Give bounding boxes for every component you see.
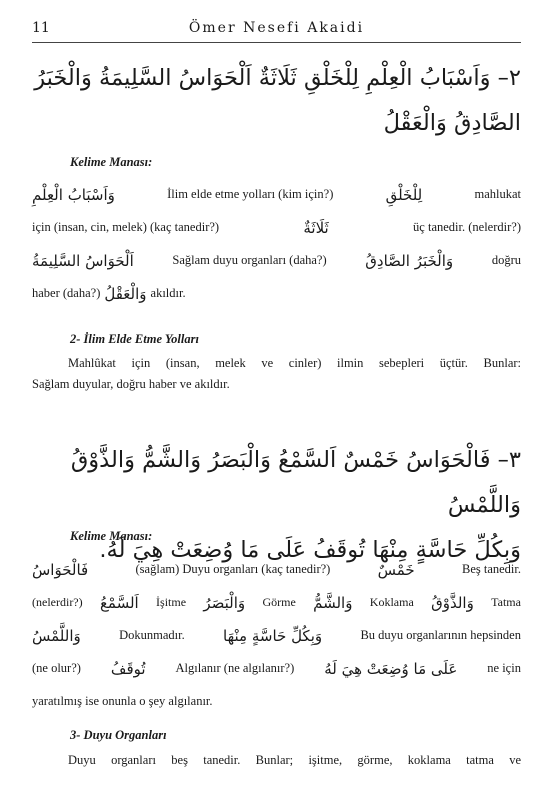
arabic-term: وَالشَّمُّ [313, 593, 353, 612]
verse-2-line-1: ٢– وَاَسْبَابُ الْعِلْمِ لِلْخَلْقِ ثَلَاثَةٌ اَلْحَوَاسُ السَّلِيمَةُ وَالْخَبَرُ [34, 65, 521, 91]
gloss-2-line-5 [32, 685, 521, 718]
gloss-text: Beş tanedir. [461, 562, 521, 576]
arabic-term: وَالْعَقْلُ [104, 284, 147, 303]
gloss-text: (sağlam) Duyu organları (kaç tanedir?) [135, 562, 331, 576]
word-meaning-block-1 [32, 178, 521, 310]
section-heading-2: 2- İlim Elde Etme Yolları [70, 332, 199, 346]
arabic-term: وَاللَّمْسُ [32, 626, 81, 645]
gloss-text: İşitme [156, 595, 187, 609]
gloss-text: için (insan, cin, melek) (kaç tanedir?) [32, 220, 220, 234]
section-2-paragraph [32, 353, 521, 395]
kelime-manasi-heading-1: Kelime Manası: [70, 155, 153, 169]
arabic-term: تُوقَفُ [110, 659, 146, 678]
paragraph-line: Sağlam duyular, doğru haber ve akıldır. [32, 377, 230, 391]
gloss-text: ne için [487, 661, 521, 675]
gloss-1-line-2 [32, 211, 521, 244]
arabic-term: وَالْخَبَرُ الصَّادِقُ [365, 251, 454, 270]
gloss-text: akıldır. [150, 286, 186, 300]
gloss-text: Görme [262, 595, 296, 609]
gloss-2-line-4 [32, 652, 521, 685]
gloss-text: yaratılmış ise onunla o şey algılanır. [32, 694, 213, 708]
gloss-text: Bu duyu organlarının hepsinden [360, 628, 521, 642]
gloss-text: Tatma [491, 595, 521, 609]
paragraph-line: Duyu organları beş tanedir. Bunlar; işitme, görme, koklama tatma ve [68, 753, 521, 767]
running-title: Ömer Nesefi Akaidi [188, 20, 365, 36]
arabic-term: خَمْسٌ [377, 560, 415, 579]
gloss-text: (nelerdir?) [32, 595, 83, 609]
gloss-1-line-3 [32, 244, 521, 277]
gloss-1-line-1 [32, 178, 521, 211]
gloss-text: mahlukat [474, 187, 521, 201]
gloss-2-line-1 [32, 553, 521, 586]
arabic-term: وَالْبَصَرُ [203, 593, 246, 612]
verse-2-line-2: الصَّادِقُ وَالْعَقْلُ [383, 110, 521, 136]
arabic-term: عَلَى مَا وُضِعَتْ هِيَ لَهُ [324, 659, 458, 678]
arabic-term: ثَلَاثَةٌ [303, 218, 329, 237]
gloss-text: üç tanedir. (nelerdir?) [413, 220, 521, 234]
arabic-term: لِلْخَلْقِ [385, 185, 423, 204]
arabic-term: وَالذَّوْقُ [431, 593, 474, 612]
arabic-verse-2 [30, 56, 521, 146]
page-number: 11 [32, 20, 50, 36]
running-header [32, 18, 521, 43]
section-3-paragraph [32, 750, 521, 771]
arabic-term: اَلْحَوَاسُ السَّلِيمَةُ [32, 251, 134, 270]
gloss-text: haber (daha?) [32, 286, 101, 300]
verse-3-line-1: ٣– فَالْحَوَاسُ خَمْسٌ اَلسَّمْعُ وَالْبَصَرُ وَالشَّمُّ وَالذَّوْقُ وَاللَّمْسُ [70, 447, 521, 518]
verse-3-line-2: وَبِكُلِّ حَاسَّةٍ مِنْهَا تُوقَفُ عَلَى مَا وُضِعَتْ هِيَ لَهُ. [99, 537, 521, 563]
gloss-1-line-4 [32, 277, 521, 310]
arabic-term: فَالْحَوَاسُ [32, 560, 89, 579]
gloss-text: Algılanır (ne algılanır?) [175, 661, 295, 675]
gloss-text: İlim elde etme yolları (kim için?) [167, 187, 334, 201]
kelime-manasi-heading-2: Kelime Manası: [70, 529, 153, 543]
gloss-text: Koklama [369, 595, 414, 609]
gloss-text: (ne olur?) [32, 661, 81, 675]
gloss-text: doğru [491, 253, 521, 267]
paragraph-line: Mahlûkat için (insan, melek ve cinler) ilmin sebepleri üçtür. Bunlar: [68, 356, 521, 370]
gloss-text: Sağlam duyu organları (daha?) [172, 253, 327, 267]
arabic-term: اَلسَّمْعُ [99, 593, 139, 612]
arabic-term: وَبِكُلِّ حَاسَّةٍ مِنْهَا [223, 626, 323, 645]
arabic-term: وَاَسْبَابُ الْعِلْمِ [32, 185, 115, 204]
gloss-text: Dokunmadır. [119, 628, 185, 642]
gloss-2-line-2 [32, 586, 521, 619]
section-heading-3: 3- Duyu Organları [70, 728, 167, 742]
word-meaning-block-2 [32, 553, 521, 718]
gloss-2-line-3 [32, 619, 521, 652]
